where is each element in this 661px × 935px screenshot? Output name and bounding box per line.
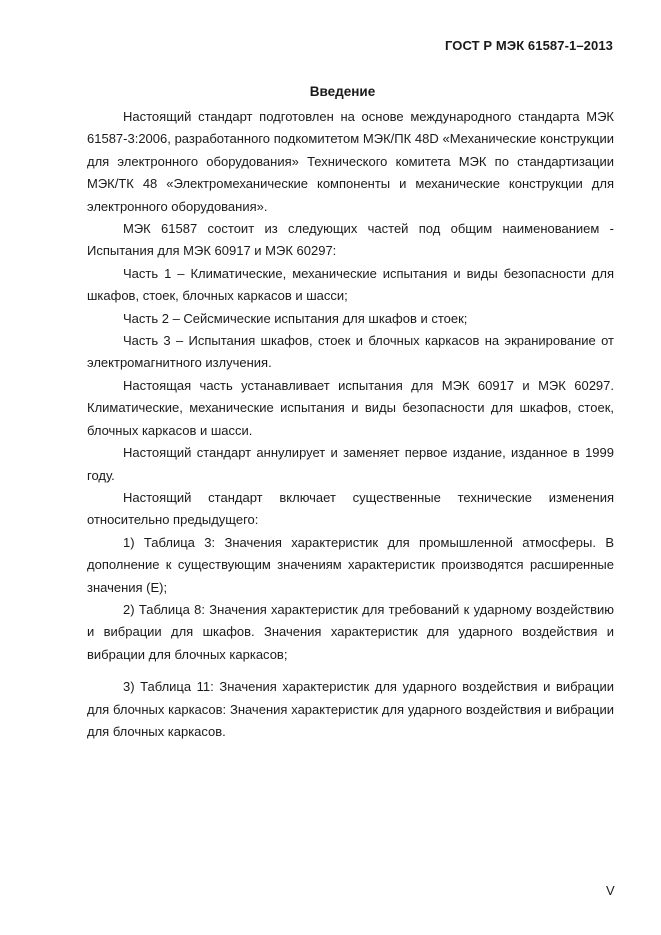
paragraph-part-3: Часть 3 – Испытания шкафов, стоек и блочных каркасов на экранирование от электромагнитного излучения.: [87, 333, 614, 371]
paragraph-change-1: 1) Таблица 3: Значения характеристик для промышленной атмосферы. В дополнение к существующим значениям характеристик производятся расширенные значения (E);: [87, 534, 614, 595]
paragraph-basis: Настоящий стандарт подготовлен на основе международного стандарта МЭК 61587-3:2006, разработанного подкомитетом МЭК/ПК 48D «Механические конструкции для электронного оборудования» Технического комитета МЭК по стандартизации МЭК/ТК 48 «Электромеханические компоненты и механические конструкции для электронного оборудования».: [87, 109, 614, 214]
paragraph-change-2: 2) Таблица 8: Значения характеристик для требований к ударному воздействию и вибрации для шкафов. Значения характеристик для ударного воздействия и вибрации для блочных каркасов;: [87, 601, 614, 662]
document-body: [87, 106, 614, 743]
paragraph-scope: Настоящая часть устанавливает испытания для МЭК 60917 и МЭК 60297. Климатические, механические испытания и виды безопасности для шкафов, стоек, блочных каркасов и шасси.: [87, 377, 614, 438]
page-number: V: [606, 883, 615, 898]
paragraph-part-2: Часть 2 – Сейсмические испытания для шкафов и стоек;: [123, 310, 468, 326]
section-title: Введение: [309, 84, 376, 99]
paragraph-parts-intro: МЭК 61587 состоит из следующих частей под общим наименованием - Испытания для МЭК 60917 и МЭК 60297:: [87, 221, 614, 259]
paragraph-replaces: Настоящий стандарт аннулирует и заменяет первое издание, изданное в 1999 году.: [87, 445, 614, 483]
document-header: ГОСТ Р МЭК 61587-1–2013: [445, 38, 613, 53]
paragraph-change-3: 3) Таблица 11: Значения характеристик для ударного воздействия и вибрации для блочных каркасов: Значения характеристик для ударного воздействия и вибрации для блочных каркасов.: [87, 679, 614, 739]
paragraph-part-1: Часть 1 – Климатические, механические испытания и виды безопасности для шкафов, стоек, блочных каркасов и шасси;: [87, 265, 614, 304]
paragraph-changes-intro: Настоящий стандарт включает существенные технические изменения относительно предыдущего:: [87, 489, 614, 528]
